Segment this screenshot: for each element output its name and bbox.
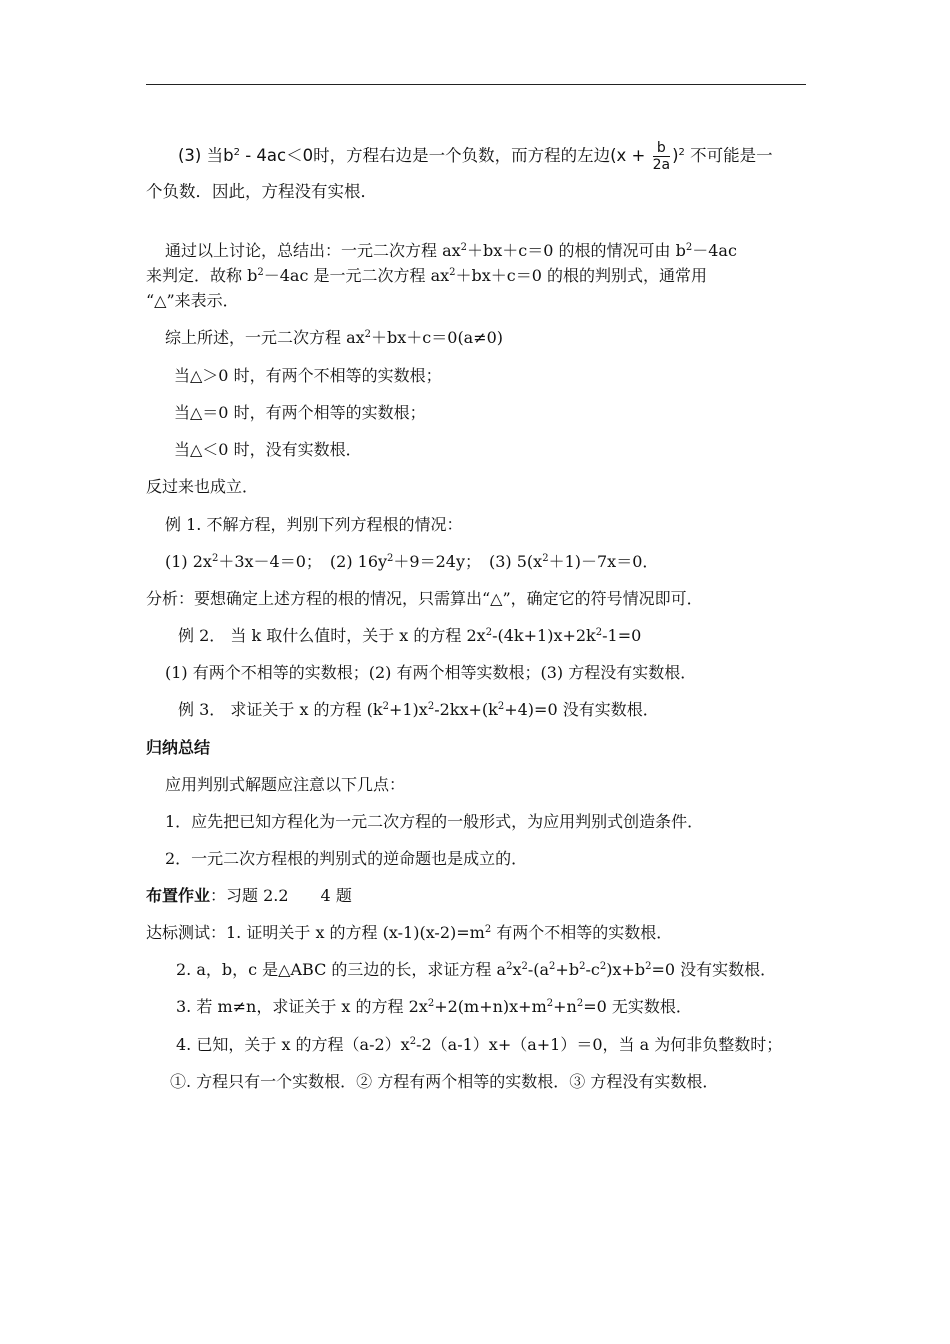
summary-intro: 应用判别式解题应注意以下几点： <box>165 775 406 794</box>
homework-label: 布置作业 <box>146 886 211 905</box>
test-item-4-subitems: ①. 方程只有一个实数根．② 方程有两个相等的实数根．③ 方程没有实数根． <box>170 1072 719 1091</box>
summary-heading: 归纳总结 <box>146 738 211 757</box>
example2-items: (1) 有两个不相等的实数根；(2) 有两个相等实数根；(3) 方程没有实数根． <box>165 663 697 682</box>
paragraph-case3-line2: 个负数．因此，方程没有实根． <box>146 182 377 201</box>
converse-statement: 反过来也成立． <box>146 477 259 496</box>
paragraph-summary-line3: “△”来表示． <box>146 291 239 310</box>
paragraph-case3-line1: (3) 当$b^2 - 4ac<0$时，方程右边是一个负数，而方程的左边(x + $\frac{b}{2a}$ )$^2$ 不可能是一 <box>178 140 773 173</box>
case-positive: 当△＞0 时，有两个不相等的实数根； <box>174 366 442 385</box>
test-item-1: 达标测试：1. 证明关于 x 的方程 $(x-1)(x-2)=m^2$ 有两个不相等的实数根． <box>146 923 673 942</box>
case-negative: 当△＜0 时，没有实数根． <box>174 440 362 459</box>
paragraph-summary-line1: 通过以上讨论，总结出：一元二次方程 $ax^2+bx+c=0$ 的根的情况可由 $b^2-4ac$ <box>165 241 737 260</box>
test-item-2: 2. a，b，c 是△ABC 的三边的长，求证方程 $a^2x^2-(a^2+b^2-c^2)x+b^2=0$ 没有实数根． <box>176 960 777 979</box>
summary-point-2: 2．一元二次方程根的判别式的逆命题也是成立的． <box>165 849 528 868</box>
case-zero: 当△＝0 时，有两个相等的实数根； <box>174 403 426 422</box>
test-item-4: 4. 已知，关于 x 的方程$(a-2)x^2-2(a-1)x+(a+1)=0$，当 a 为何非负整数时； <box>176 1035 783 1054</box>
paragraph-summary-line2: 来判定．故称 $b^2-4ac$ 是一元二次方程 $ax^2+bx+c=0$ 的根的判别式，通常用 <box>146 266 708 285</box>
example1-items: (1) $2x^2+3x-4=0$； (2) $16y^2+9=24y$； (3) $5(x^2+1)-7x=0$． <box>165 552 659 571</box>
fraction-b-over-2a: $\frac{b}{2a}$ <box>652 140 671 173</box>
summary-point-1: 1．应先把已知方程化为一元二次方程的一般形式，为应用判别式创造条件． <box>165 812 704 831</box>
analysis-note: 分析：要想确定上述方程的根的情况，只需算出“△”，确定它的符号情况即可． <box>146 589 703 608</box>
header-rule <box>146 84 806 85</box>
paragraph-conclusion: 综上所述，一元二次方程 $ax^2+bx+c=0(a\ne 0)$ <box>165 328 504 347</box>
example1-title: 例 1. 不解方程，判别下列方程根的情况： <box>165 515 463 534</box>
example3-title: 例 3． 求证关于 x 的方程 $(k^2+1)x^2-2kx+(k^2+4)=0$ 没有实数根． <box>178 700 659 719</box>
homework-line: 布置作业：习题 2.2 4 题 <box>146 886 352 905</box>
test-item-3: 3. 若 m≠n，求证关于 x 的方程 $2x^2+2(m+n)x+m^2+n^2=0$ 无实数根． <box>176 997 692 1016</box>
example2-title: 例 2． 当 k 取什么值时，关于 x 的方程 $2x^2-(4k+1)x+2k^2-1=0$ <box>178 626 642 645</box>
